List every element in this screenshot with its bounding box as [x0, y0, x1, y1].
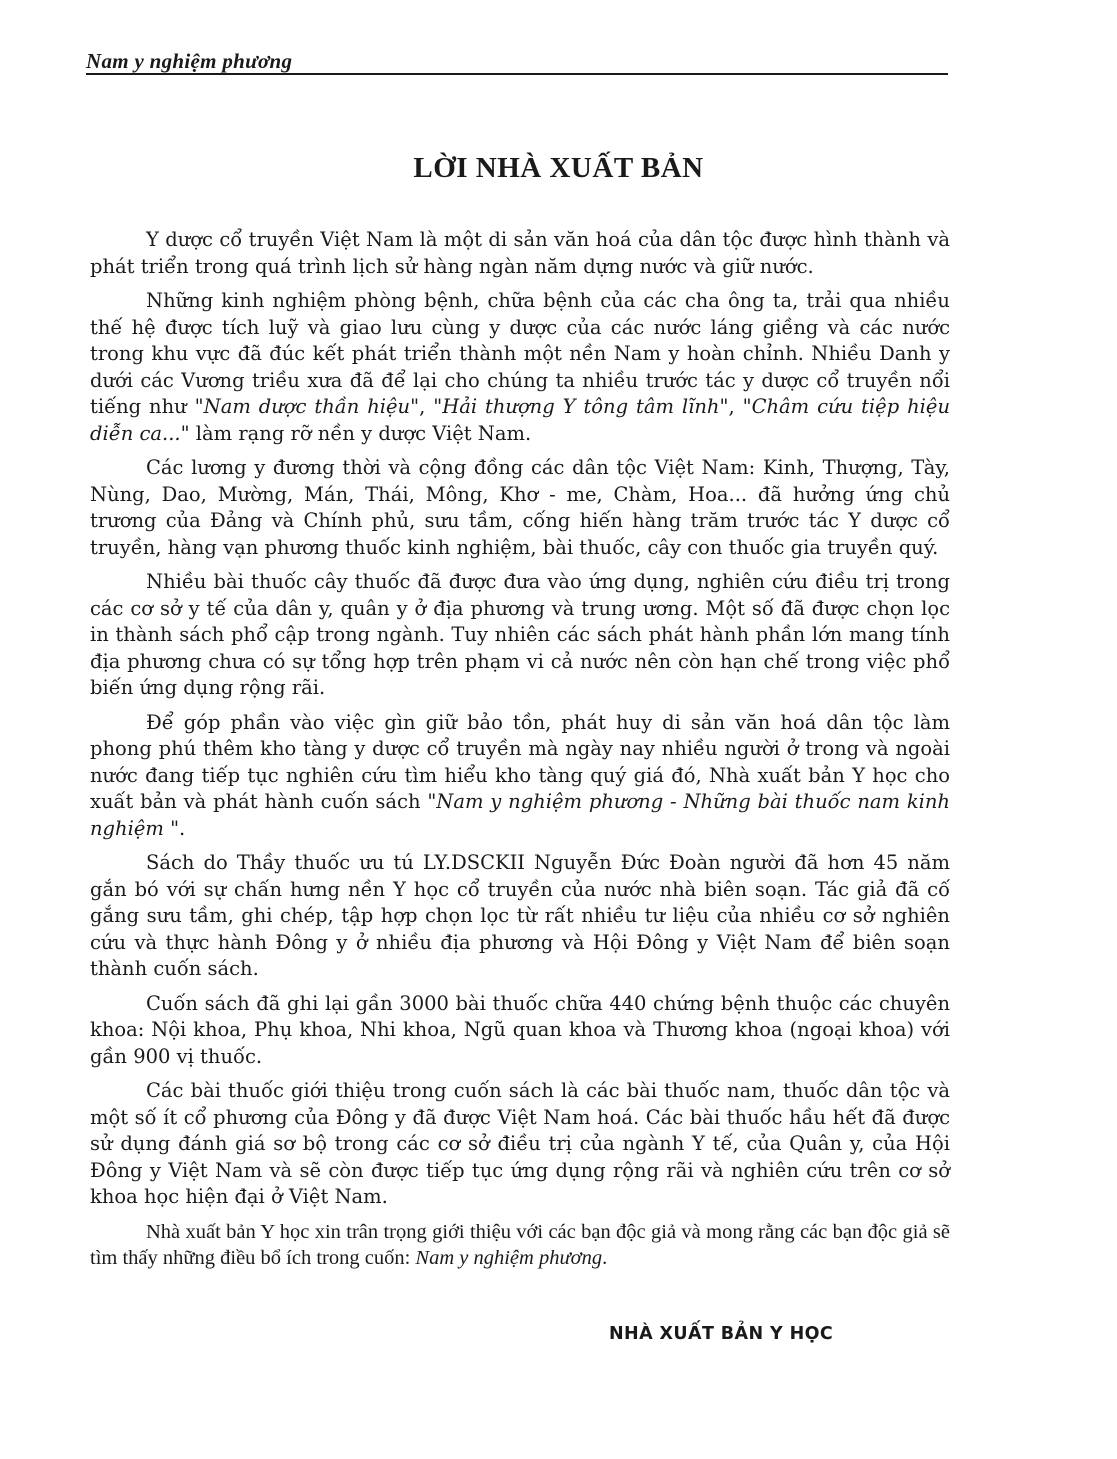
paragraph-3: Các lương y đương thời và cộng đồng các dân tộc Việt Nam: Kinh, Thượng, Tày, Nùng, Dao, Mường, Mán, Thái, Mông, Khơ - me, Chàm, Hoa... đã hưởng ứng chủ trương của Đảng và Chính phủ, sưu tầm, cống hiến hàng trăm trước tác Y dược cổ truyền, hàng vạn phương thuốc kinh nghiệm, bài thuốc, cây con thuốc gia truyền quý.: [90, 456, 950, 559]
paragraph-2-text-d: " làm rạng rỡ nền y dược Việt Nam.: [180, 421, 532, 445]
book-title-nam-y: Nam y nghiệm phương - Những bài thuốc nam kinh nghiệm: [90, 790, 950, 840]
paragraph-2: [90, 288, 950, 447]
paragraph-8: Các bài thuốc giới thiệu trong cuốn sách là các bài thuốc nam, thuốc dân tộc và một số ít cổ phương của Đông y đã được Việt Nam hoá. Các bài thuốc hầu hết đã được sử dụng đánh giá sơ bộ trong các cơ sở điều trị của ngành Y tế, của Quân y, của Hội Đông y Việt Nam và sẽ còn được tiếp tục ứng dụng rộng rãi và nghiên cứu trên cơ sở khoa học hiện đại ở Việt Nam.: [90, 1079, 950, 1208]
page-title: LỜI NHÀ XUẤT BẢN: [413, 152, 704, 184]
paragraph-5-text-a: Để góp phần vào việc gìn giữ bảo tồn, phát huy di sản văn hoá dân tộc làm phong phú thêm kho tàng y dược cổ truyền mà ngày nay nhiều người ở trong và ngoài nước đang tiếp tục nghiên cứu tìm hiểu kho tàng quý giá đó, Nhà xuất bản Y học cho xuất bản và phát hành cuốn sách ": [90, 710, 950, 813]
paragraph-2-text-a: Những kinh nghiệm phòng bệnh, chữa bệnh của các cha ông ta, trải qua nhiều thế hệ được tích luỹ và giao lưu cùng y dược của các nước láng giềng và các nước trong khu vực đã đúc kết phát triển thành một nền Nam y hoàn chỉnh. Nhiều Danh y dưới các Vương triều xưa đã để lại cho chúng ta nhiều trước tác y dược cổ truyền nổi tiếng như: [90, 289, 950, 418]
book-title-nam-duoc: "Nam dược thần hiệu": [194, 395, 420, 418]
book-title-hai-thuong: "Hải thượng Y tông tâm lĩnh": [433, 395, 729, 418]
paragraph-4: Nhiều bài thuốc cây thuốc đã được đưa vào ứng dụng, nghiên cứu điều trị trong các cơ sở y tế của dân y, quân y ở địa phương và trung ương. Một số đã được chọn lọc in thành sách phổ cập trong ngành. Tuy nhiên các sách phát hành phần lớn mang tính địa phương chưa có sự tổng hợp trên phạm vi cả nước nên còn hạn chế trong việc phổ biến ứng dụng rộng rãi.: [90, 570, 950, 699]
paragraph-9: [90, 1219, 950, 1272]
body-text: [90, 227, 950, 1280]
book-title-cham-cuu: "Châm cứu tiệp hiệu diễn ca...: [90, 395, 950, 445]
paragraph-5-text-b: ".: [163, 816, 186, 840]
paragraph-2-sep-2: ,: [728, 395, 743, 418]
paragraph-6: Sách do Thầy thuốc ưu tú LY.DSCKII Nguyễn Đức Đoàn người đã hơn 45 năm gắn bó với sự chấn hưng nền Y học cổ truyền của nước nhà biên soạn. Tác giả đã cố gắng sưu tầm, ghi chép, tập hợp chọn lọc từ rất nhiều tư liệu của nhiều cơ sở nghiên cứu và thực hành Đông y ở nhiều địa phương và Hội Đông y Việt Nam để biên soạn thành cuốn sách.: [90, 851, 950, 980]
header-rule: [86, 73, 948, 75]
paragraph-7: Cuốn sách đã ghi lại gần 3000 bài thuốc chữa 440 chứng bệnh thuộc các chuyên khoa: Nội khoa, Phụ khoa, Nhi khoa, Ngũ quan khoa và Thương khoa (ngoại khoa) với gần 900 vị thuốc.: [90, 991, 950, 1068]
paragraph-1: Y dược cổ truyền Việt Nam là một di sản văn hoá của dân tộc được hình thành và phát triển trong quá trình lịch sử hàng ngàn năm dựng nước và giữ nước.: [90, 228, 950, 278]
book-title-closing: Nam y nghiệm phương: [415, 1247, 603, 1269]
paragraph-5: [90, 710, 950, 843]
paragraph-9-text-b: .: [602, 1247, 608, 1269]
paragraph-2-sep-1: ,: [419, 395, 434, 418]
publisher-signature: NHÀ XUẤT BẢN Y HỌC: [609, 1324, 834, 1344]
paragraph-9-text-a: Nhà xuất bản Y học xin trân trọng giới thiệu với các bạn độc giả và mong rằng các bạn độc giả sẽ tìm thấy những điều bổ ích trong cuốn:: [90, 1220, 950, 1269]
running-header: Nam y nghiệm phương: [86, 49, 293, 73]
